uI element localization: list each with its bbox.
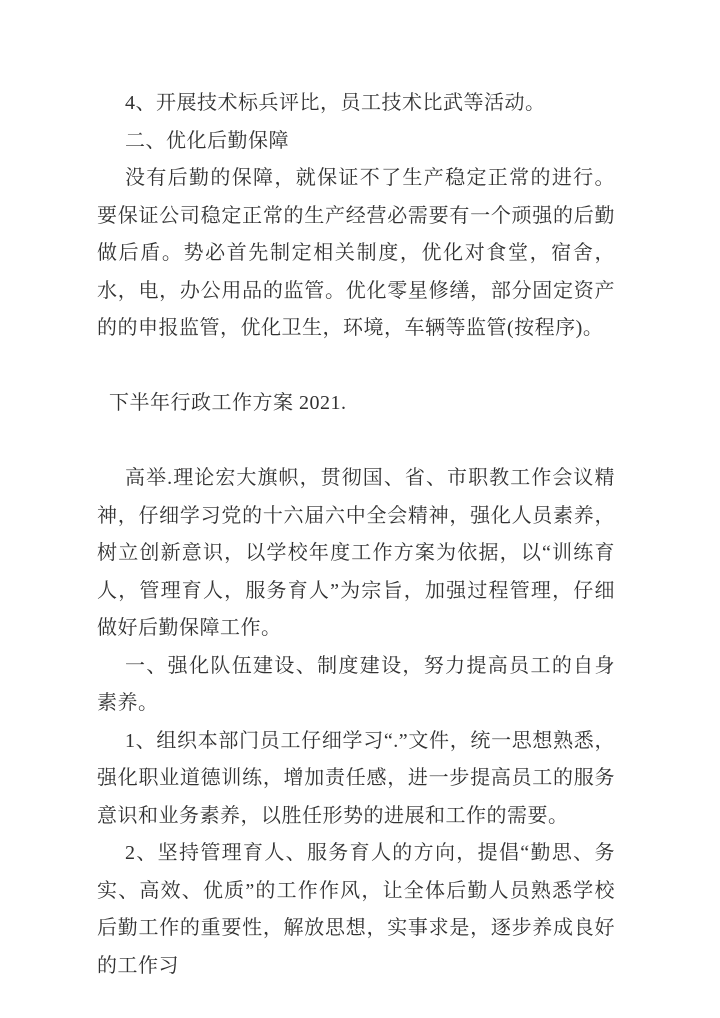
section-heading-two: 二、优化后勤保障 <box>125 129 289 152</box>
list-item-4: 4、开展技术标兵评比，员工技术比武等活动。 <box>125 92 546 114</box>
list-item-1: 1、组织本部门员工仔细学习“.”文件，统一思想熟悉，强化职业道德训练，增加责任感，进一步提高员工的服务意识和业务素养，以胜任形势的进展和工作的需要。 <box>97 729 615 827</box>
intro-paragraph: 高举.理论宏大旗帜，贯彻国、省、市职教工作会议精神，仔细学习党的十六届六中全会精神，强化人员素养，树立创新意识，以学校年度工作方案为依据，以“训练育人，管理育人，服务育人”为宗旨，加强过程管理，仔细做好后勤保障工作。 <box>97 467 615 639</box>
doc-title: 下半年行政工作方案 2021. <box>109 392 347 414</box>
list-item-2: 2、坚持管理育人、服务育人的方向，提倡“勤思、务实、高效、优质”的工作作风，让全体后勤人员熟悉学校后勤工作的重要性，解放思想，实事求是，逐步养成良好的工作习 <box>97 842 615 977</box>
section-heading-one: 一、强化队伍建设、制度建设，努力提高员工的自身素养。 <box>97 654 615 714</box>
body-paragraph-logistics: 没有后勤的保障，就保证不了生产稳定正常的进行。要保证公司稳定正常的生产经营必需要有一个顽强的后勤做后盾。势必首先制定相关制度，优化对食堂，宿舍，水，电，办公用品的监管。优化零星修缮，部分固定资产的的申报监管，优化卫生，环境，车辆等监管(按程序)。 <box>97 167 615 339</box>
